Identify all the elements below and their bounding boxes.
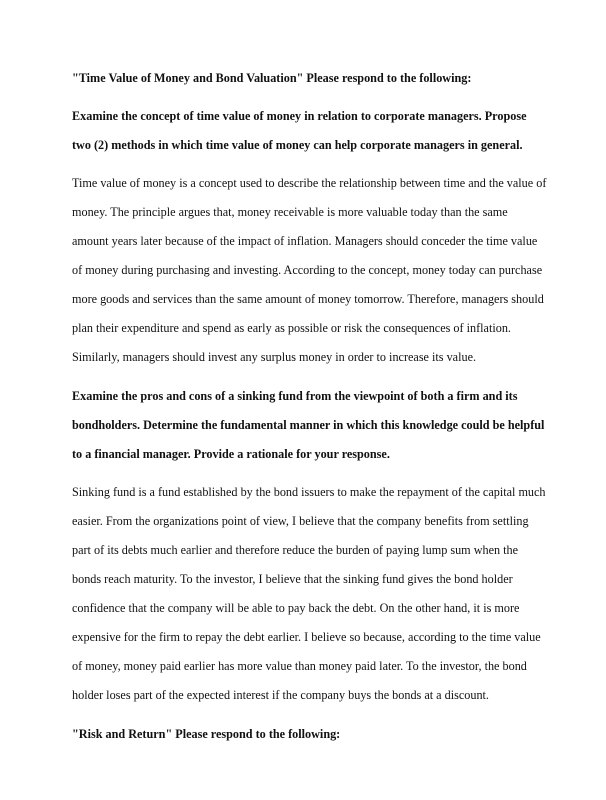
answer-line: easier. From the organizations point of view, I believe that the company benefits from settling	[72, 514, 529, 528]
answer-line: holder loses part of the expected interest if the company buys the bonds at a discount.	[72, 688, 489, 702]
answer-line: amount years later because of the impact of inflation. Managers should conceder the time value	[72, 234, 538, 248]
section2-answer	[72, 478, 548, 710]
answer-line: of money, money paid earlier has more value than money paid later. To the investor, the bond	[72, 659, 527, 673]
question-line: to a financial manager. Provide a rationale for your response.	[72, 447, 390, 461]
answer-line: Sinking fund is a fund established by the bond issuers to make the repayment of the capital much	[72, 485, 546, 499]
answer-line: plan their expenditure and spend as early as possible or risk the consequences of inflation.	[72, 321, 511, 335]
answer-line: money. The principle argues that, money receivable is more valuable today than the same	[72, 205, 508, 219]
answer-line: of money during purchasing and investing. According to the concept, money today can purchase	[72, 263, 543, 277]
section1-title: "Time Value of Money and Bond Valuation" Please respond to the following:	[72, 71, 472, 85]
section1-question	[72, 102, 548, 160]
answer-line: more goods and services than the same amount of money tomorrow. Therefore, managers should	[72, 292, 544, 306]
answer-line: expensive for the firm to repay the debt earlier. I believe so because, according to the time value	[72, 630, 541, 644]
question-line: Examine the concept of time value of money in relation to corporate managers. Propose	[72, 109, 527, 123]
section3-title: "Risk and Return" Please respond to the following:	[72, 727, 341, 741]
answer-line: bonds reach maturity. To the investor, I believe that the sinking fund gives the bond holder	[72, 572, 513, 586]
answer-line: confidence that the company will be able to pay back the debt. On the other hand, it is more	[72, 601, 520, 615]
answer-line: Time value of money is a concept used to describe the relationship between time and the value of	[72, 176, 547, 190]
answer-line: part of its debts much earlier and therefore reduce the burden of paying lump sum when the	[72, 543, 519, 557]
section2-question	[72, 382, 548, 469]
section1-answer	[72, 169, 548, 372]
question-line: two (2) methods in which time value of money can help corporate managers in general.	[72, 138, 523, 152]
question-line: Examine the pros and cons of a sinking fund from the viewpoint of both a firm and its	[72, 389, 518, 403]
document-page	[72, 64, 548, 749]
answer-line: Similarly, managers should invest any surplus money in order to increase its value.	[72, 350, 477, 364]
question-line: bondholders. Determine the fundamental manner in which this knowledge could be helpful	[72, 418, 545, 432]
